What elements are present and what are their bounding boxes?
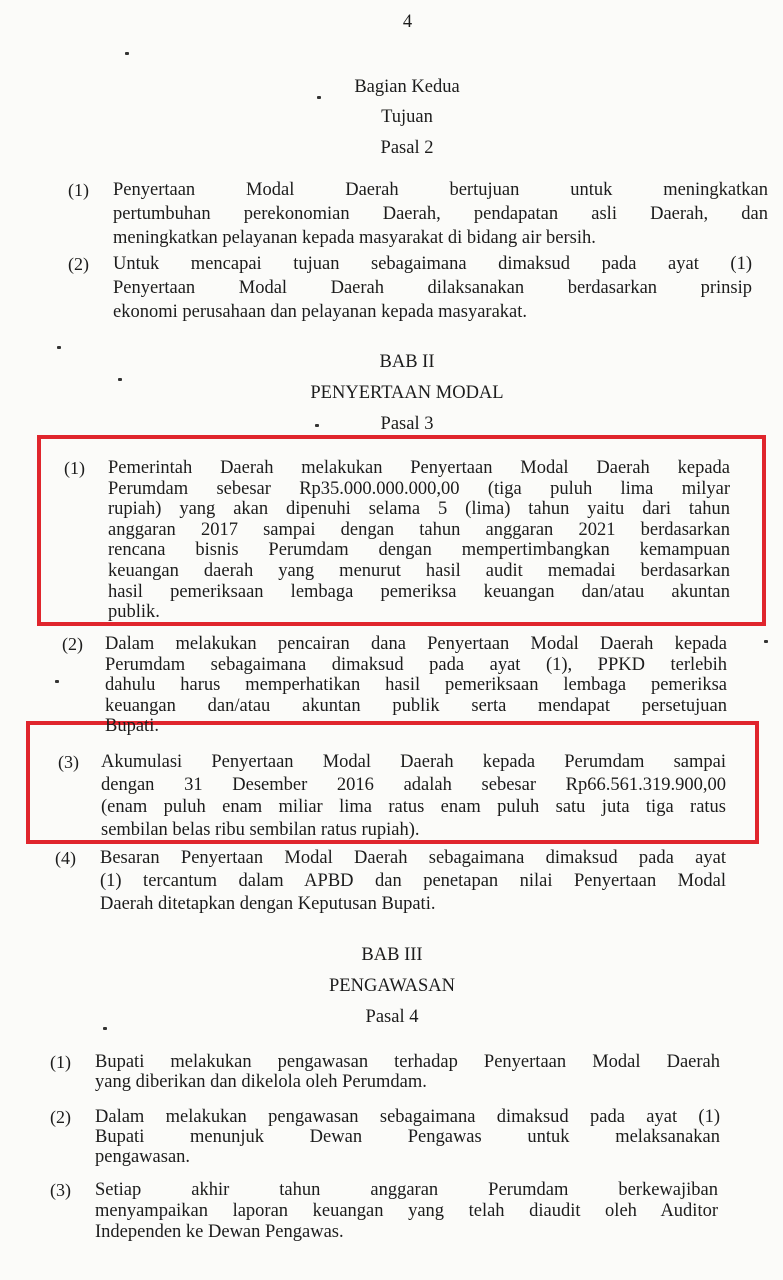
chapter3-article: Pasal 4 — [365, 1007, 419, 1027]
chapter2-heading: BAB II — [379, 352, 435, 372]
paragraph-line: Besaran Penyertaan Modal Daerah sebagaimana dimaksud pada ayat — [100, 848, 726, 868]
paragraph-line: Bupati. — [105, 716, 159, 737]
scan-speck — [315, 424, 319, 427]
chapter3-heading: BAB III — [361, 945, 423, 965]
paragraph-line: Dalam melakukan pengawasan sebagaimana dimaksud pada ayat (1) — [95, 1107, 720, 1127]
page-number: 4 — [402, 12, 413, 32]
paragraph-line: dengan 31 Desember 2016 adalah sebesar Rp66.561.319.900,00 — [101, 774, 726, 795]
chapter2-title: PENYERTAAN MODAL — [310, 383, 504, 403]
paragraph-line: (1) tercantum dalam APBD dan penetapan nilai Penyertaan Modal — [100, 871, 726, 891]
paragraph-line: Setiap akhir tahun anggaran Perumdam berkewajiban — [95, 1180, 718, 1200]
paragraph-number: (1) — [64, 458, 85, 478]
paragraph-line: Penyertaan Modal Daerah bertujuan untuk meningkatkan — [113, 180, 768, 200]
paragraph-line: hasil pemeriksaan lembaga pemeriksa keuangan dan/atau akuntan — [108, 581, 730, 602]
part-heading: Bagian Kedua — [354, 77, 460, 97]
paragraph-line: Bupati melakukan pengawasan terhadap Penyertaan Modal Daerah — [95, 1052, 720, 1072]
scan-speck — [125, 52, 129, 55]
paragraph-line: Dalam melakukan pencairan dana Penyertaan Modal Daerah kepada — [105, 634, 727, 654]
scan-speck — [103, 1027, 107, 1030]
chapter2-article: Pasal 3 — [380, 414, 434, 434]
paragraph-line: Untuk mencapai tujuan sebagaimana dimaksud pada ayat (1) — [113, 254, 752, 274]
paragraph-line: Perumdam sebesar Rp35.000.000.000,00 (tiga puluh lima milyar — [108, 478, 730, 499]
paragraph-line: pertumbuhan perekonomian Daerah, pendapatan asli Daerah, dan — [113, 204, 768, 224]
paragraph-line: publik. — [108, 602, 160, 623]
paragraph-line: Pemerintah Daerah melakukan Penyertaan Modal Daerah kepada — [108, 458, 730, 478]
part-title: Tujuan — [381, 107, 433, 127]
scan-speck — [118, 378, 122, 381]
paragraph-line: Perumdam sebagaimana dimaksud pada ayat (1), PPKD terlebih — [105, 654, 727, 675]
paragraph-line: menyampaikan laporan keuangan yang telah diaudit oleh Auditor — [95, 1201, 718, 1221]
paragraph-line: Independen ke Dewan Pengawas. — [95, 1222, 344, 1242]
scan-speck — [317, 96, 321, 99]
paragraph-number: (2) — [68, 254, 89, 274]
paragraph-line: keuangan daerah yang menurut hasil audit memadai berdasarkan — [108, 561, 730, 581]
paragraph-number: (1) — [68, 180, 89, 200]
paragraph-number: (3) — [58, 752, 79, 772]
paragraph-line: sembilan belas ribu sembilan ratus rupiah). — [101, 819, 420, 840]
paragraph-line: rencana bisnis Perumdam dengan mempertimbangkan kemampuan — [108, 540, 730, 561]
paragraph-number: (1) — [50, 1052, 71, 1072]
paragraph-line: yang diberikan dan dikelola oleh Perumdam. — [95, 1072, 427, 1092]
paragraph-line: Akumulasi Penyertaan Modal Daerah kepada Perumdam sampai — [101, 752, 726, 772]
paragraph-number: (2) — [62, 634, 83, 654]
chapter3-title: PENGAWASAN — [329, 976, 455, 996]
paragraph-number: (2) — [50, 1107, 71, 1127]
paragraph-line: Bupati menunjuk Dewan Pengawas untuk melaksanakan — [95, 1127, 720, 1147]
paragraph-line: keuangan dan/atau akuntan publik serta mendapat persetujuan — [105, 695, 727, 716]
paragraph-number: (4) — [55, 848, 76, 868]
paragraph-line: ekonomi perusahaan dan pelayanan kepada masyarakat. — [113, 302, 528, 322]
paragraph-line: anggaran 2017 sampai dengan tahun anggaran 2021 berdasarkan — [108, 519, 730, 540]
paragraph-line: Daerah ditetapkan dengan Keputusan Bupati. — [100, 894, 436, 914]
scan-speck — [764, 640, 768, 643]
paragraph-number: (3) — [50, 1180, 71, 1200]
scan-speck — [57, 346, 61, 349]
paragraph-line: meningkatkan pelayanan kepada masyarakat di bidang air bersih. — [113, 228, 596, 248]
paragraph-line: (enam puluh enam miliar lima ratus enam puluh satu juta tiga ratus — [101, 797, 726, 817]
part-article: Pasal 2 — [380, 138, 434, 158]
paragraph-line: rupiah) yang akan dipenuhi selama 5 (lima) tahun yaitu dari tahun — [108, 499, 730, 520]
paragraph-line: pengawasan. — [95, 1147, 191, 1167]
paragraph-line: dahulu harus memperhatikan hasil pemeriksaan lembaga pemeriksa — [105, 675, 727, 696]
paragraph-line: Penyertaan Modal Daerah dilaksanakan berdasarkan prinsip — [113, 278, 752, 298]
scan-speck — [55, 680, 59, 683]
